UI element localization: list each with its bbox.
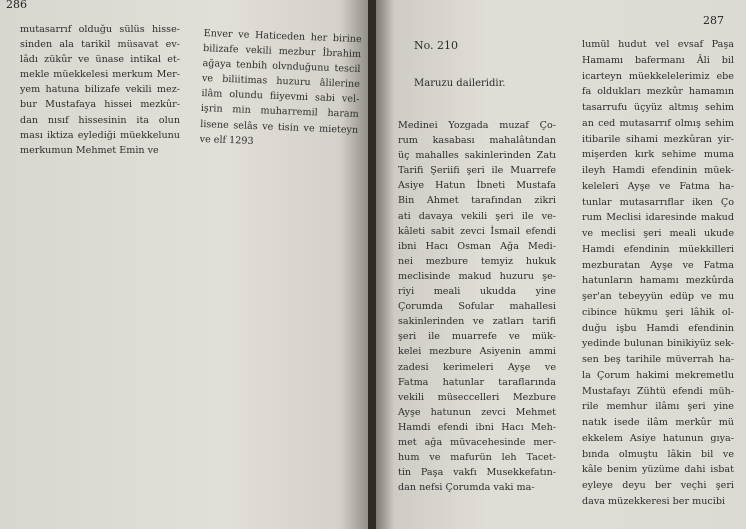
left-page-number: 286 — [6, 0, 27, 11]
text-line: icarteyn müekkelelerimiz ebe — [582, 70, 734, 82]
text-line: ibni Hacı Osman Ağa Medi- — [398, 240, 556, 252]
text-line: Ayşe hatunun zevci Mehmet — [398, 406, 556, 418]
text-line: ilâm olundu fiiyevmi sabi vel- — [201, 88, 360, 106]
left-page — [0, 0, 370, 529]
text-line: Fatma hatunlar taraflarında — [398, 376, 556, 388]
text-line: Çorumda Sofular mahallesi — [398, 301, 556, 313]
text-line: Asiye Hatun İbneti Mustafa — [398, 180, 556, 192]
text-line: lâdı zükûr ve ünase intikal et- — [20, 54, 180, 66]
text-line: Mustafayı Zühtü efendi müh- — [582, 385, 734, 397]
text-line: riyi meali ukudda yine — [398, 286, 556, 298]
text-line: ağaya tenbih olvnduğunu tescil — [202, 58, 361, 76]
left-page-column-1 — [20, 22, 180, 158]
text-line: ekkelem Asiye hatunun gıya- — [582, 432, 734, 444]
text-line: fa oldukları mezkûr hamamın — [582, 86, 734, 98]
text-line: Enver ve Haticeden her birine — [203, 27, 362, 46]
right-page-number: 287 — [703, 14, 724, 27]
text-line: işrin min muharremil haram — [200, 103, 359, 121]
text-line: an ced mutasarrıf olmış sehim — [582, 117, 734, 129]
left-page-column-2 — [199, 26, 362, 153]
text-line: lisene selâs ve tisin ve mieteyn — [200, 118, 359, 136]
text-line: kâleti sabit zevci İsmail efendi — [398, 225, 556, 237]
text-line: yedinde bulunan binikiyüz sek- — [582, 338, 734, 350]
right-page-column-1 — [398, 118, 556, 495]
text-line: bilizafe vekili mezbur İbrahim — [202, 43, 362, 61]
document-number: No. 210 — [414, 39, 459, 52]
text-line: rum kasabası mahalâtından — [398, 135, 556, 147]
text-line: hatunların hamamı mezkûrda — [582, 275, 734, 287]
text-line: itibarile sihami mezkûran yir- — [582, 133, 734, 145]
text-line: Hamdi efendi ibni Hacı Meh- — [398, 421, 556, 433]
text-line: sinden ala tarikil müsavat ev- — [20, 39, 180, 51]
text-line: duğu işbu Hamdi efendinin — [582, 322, 734, 334]
text-line: rile memhur ilâmı şeri yine — [582, 401, 734, 413]
text-line: Hamamı bafermanı Âli bil — [582, 54, 734, 66]
text-line: Medinei Yozgada muzaf Ço- — [398, 120, 556, 131]
text-line: yem hatuna bilizafe vekili mez- — [20, 84, 180, 96]
text-line: dan nısıf hissesinin ita olun — [20, 114, 180, 126]
text-line: üç mahalles sakinlerinden Zatı — [398, 150, 556, 162]
text-line: dava müzekkeresi ber mucibi — [582, 495, 726, 507]
text-line: mişerden kırk sehime muma — [582, 149, 734, 161]
text-line: bında olmuştu lâkin bil ve — [582, 448, 734, 460]
text-line: zadesi kerimeleri Ayşe ve — [398, 361, 556, 373]
right-page — [376, 0, 746, 529]
text-line: tunlar mutasarrıflar iken Ço — [582, 196, 734, 208]
text-line: sakinlerinden ve zatları tarifi — [398, 316, 556, 328]
text-line: kelei mezbure Asiyenin ammi — [398, 346, 556, 358]
text-line: rum Meclisi idaresinde makud — [582, 212, 734, 224]
text-line: bur Mustafaya hissei mezkûr- — [20, 99, 180, 111]
text-line: Hamdi efendinin müekkilleri — [582, 243, 734, 255]
text-line: şeri ile muarrefe ve mük- — [398, 331, 556, 343]
text-line: şer'an tebeyyün edüp ve mu — [582, 291, 734, 302]
text-line: cibince hükmu şeri lâhik ol- — [582, 306, 734, 318]
text-line: mutasarrıf olduğu sülüs hisse- — [20, 24, 180, 35]
text-line: la Çorum hakimi mekremetlu — [582, 369, 734, 381]
text-line: mekle müekkelesi merkum Mer- — [20, 69, 180, 81]
right-page-column-2 — [582, 37, 734, 510]
text-line: tasarrufu üçyüz altmış sehim — [582, 102, 734, 113]
text-line: ması iktiza eylediği müekkelunu — [20, 129, 180, 141]
text-line: ve meclisi şeri meali ukude — [582, 228, 734, 239]
document-subtitle: Maruzu daileridir. — [414, 78, 506, 89]
text-line: ati davaya vekili şeri ile ve- — [398, 210, 556, 222]
text-line: merkumun Mehmet Emin ve — [20, 144, 159, 156]
text-line: Bin Ahmet tarafından zikri — [398, 195, 556, 207]
text-line: kâle benim yüzüme dahi isbat — [582, 464, 734, 476]
text-line: nei mezbure temyiz hukuk — [398, 255, 556, 267]
text-line: ileyh Hamdi efendinin müek- — [582, 165, 734, 176]
text-line: mezburatan Ayşe ve Fatma — [582, 259, 734, 271]
text-line: keleleri Ayşe ve Fatma ha- — [582, 180, 734, 192]
text-line: dan nefsi Çorumda vaki ma- — [398, 482, 535, 494]
text-line: vekili müseccelleri Mezbure — [398, 391, 556, 403]
text-line: natık isede ilâm merkûr mü — [582, 417, 734, 428]
text-line: sen beş tarihile müverrah ha- — [582, 354, 734, 365]
text-line: Tarifi Şeriifi şeri ile Muarrefe — [398, 165, 556, 177]
text-line: tin Paşa vakfı Musekkefatın- — [398, 467, 556, 479]
text-line: hum ve mafurün leh Tacet- — [398, 452, 556, 464]
text-line: meclisinde makud huzuru şe- — [398, 270, 556, 282]
text-line: ve elf 1293 — [199, 133, 254, 147]
text-line: lumül hudut vel evsaf Paşa — [582, 39, 734, 50]
text-line: met ağa müvacehesinde mer- — [398, 436, 556, 448]
text-line: eyleye deyu ber veçhi şeri — [582, 480, 734, 491]
text-line: ve biliitimas huzuru âlilerine — [201, 73, 361, 91]
